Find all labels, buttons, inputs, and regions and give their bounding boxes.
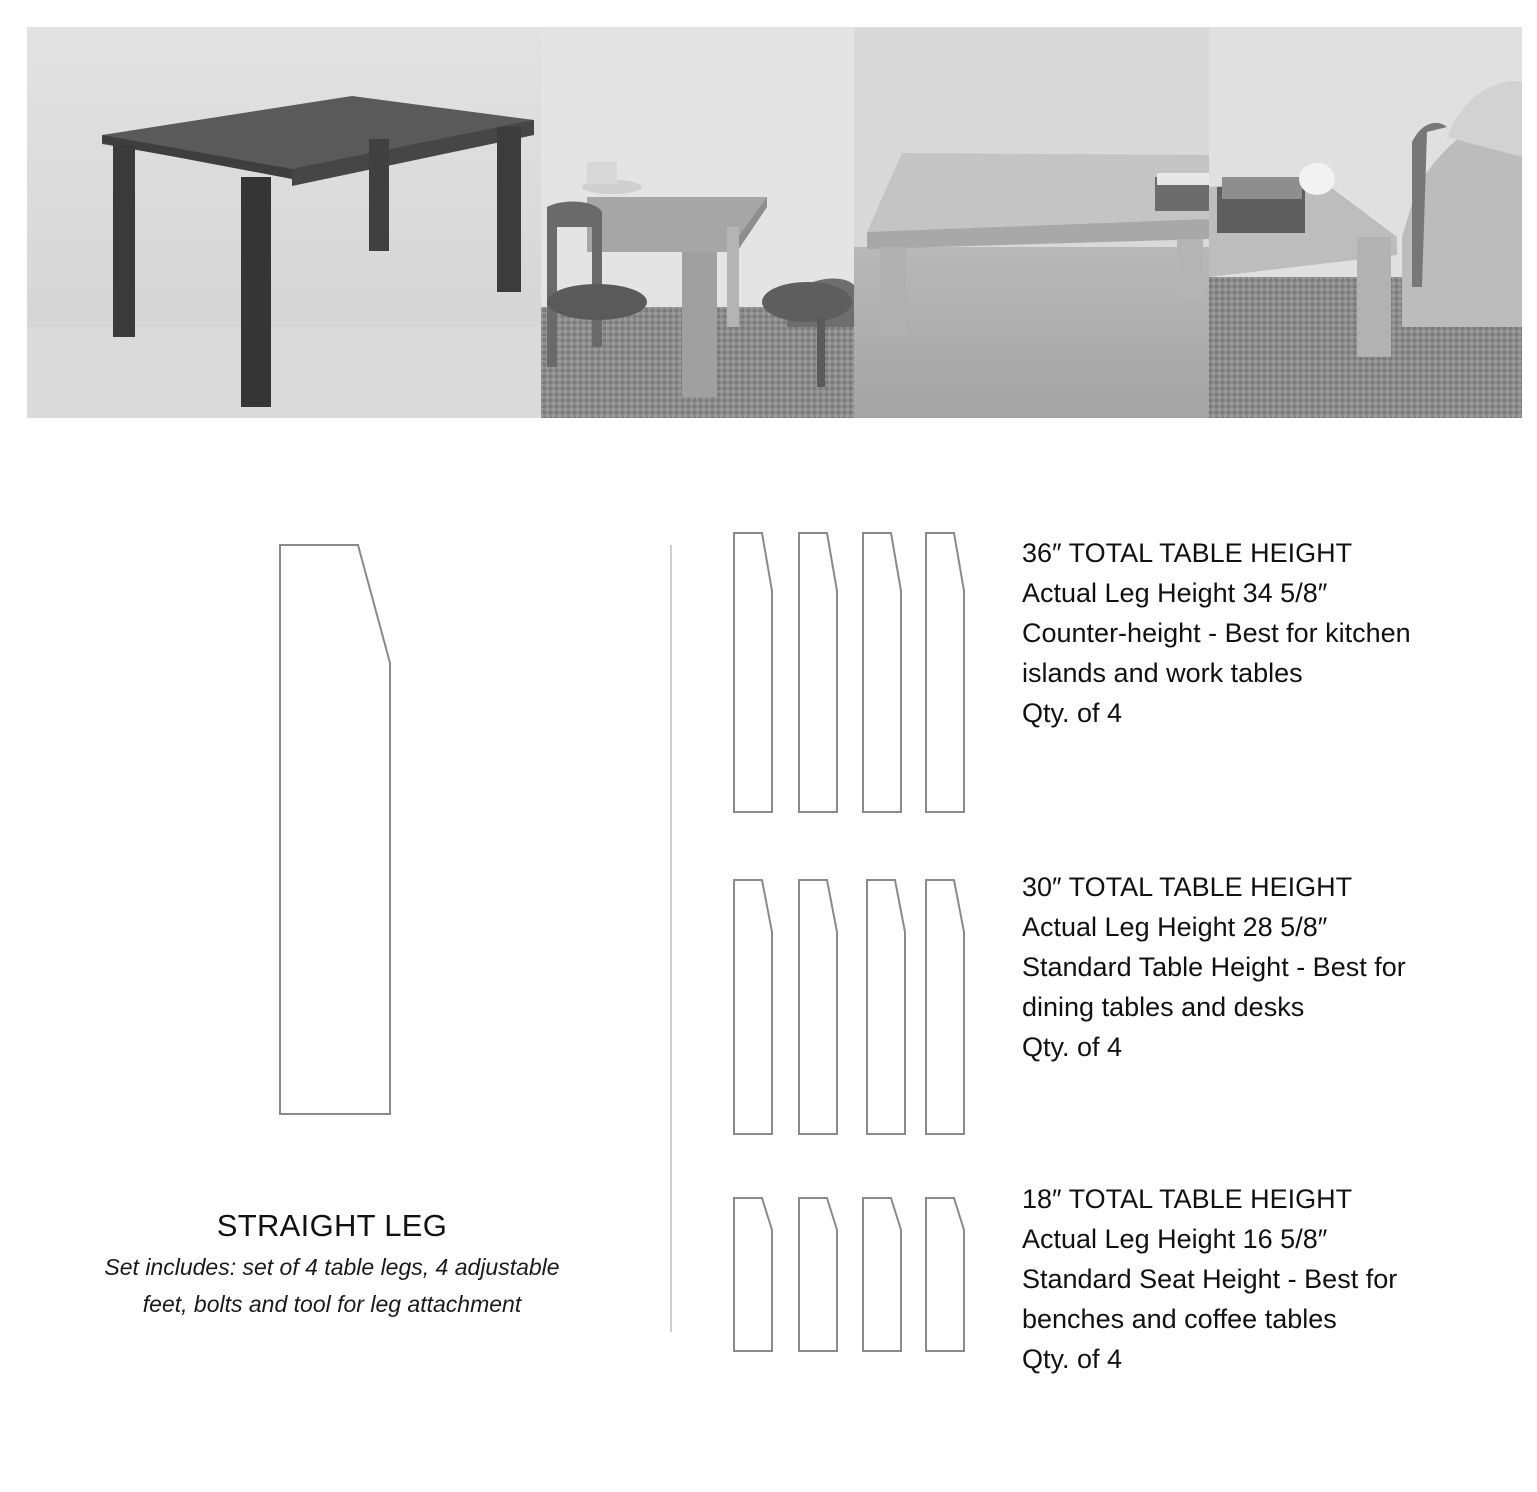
spec-18: [1022, 1179, 1492, 1379]
spec-qty: Qty. of 4: [1022, 698, 1123, 728]
leg-outline: [926, 880, 964, 1134]
spec-total-height: 18″ TOTAL TABLE HEIGHT: [1022, 1184, 1353, 1214]
spec-use-line2: benches and coffee tables: [1022, 1304, 1337, 1334]
leg-outline: [926, 1198, 964, 1351]
photo-desk-chairs: [541, 27, 854, 418]
spec-qty: Qty. of 4: [1022, 1344, 1123, 1374]
leg-outline: [867, 880, 905, 1134]
spec-use-line1: Standard Seat Height - Best for: [1022, 1264, 1398, 1294]
leg-outline: [799, 880, 837, 1134]
photo-dining-table: [27, 27, 541, 418]
spec-use-line1: Counter-height - Best for kitchen: [1022, 618, 1411, 648]
legs-row-30: [724, 872, 974, 1142]
straight-leg-drawing: [270, 535, 400, 1125]
vertical-divider: [670, 545, 672, 1332]
leg-outline: [734, 1198, 772, 1351]
spec-leg-height: Actual Leg Height 34 5/8″: [1022, 578, 1328, 608]
photo-strip: [27, 27, 1522, 418]
straight-leg-title: STRAIGHT LEG: [216, 1208, 448, 1243]
leg-outline: [734, 880, 772, 1134]
spec-use-line2: islands and work tables: [1022, 658, 1303, 688]
leg-outline: [734, 533, 772, 812]
straight-leg-description: Set includes: set of 4 table legs, 4 adjustable feet, bolts and tool for leg attachment: [104, 1254, 560, 1317]
leg-outline: [863, 533, 901, 812]
photo-coffee-table: [854, 27, 1209, 418]
spec-use-line2: dining tables and desks: [1022, 992, 1305, 1022]
leg-outline: [799, 1198, 837, 1351]
legs-row-36: [724, 525, 974, 820]
leg-outline: [799, 533, 837, 812]
legs-row-18: [724, 1190, 974, 1360]
leg-outline: [863, 1198, 901, 1351]
spec-36: [1022, 533, 1492, 733]
spec-use-line1: Standard Table Height - Best for: [1022, 952, 1406, 982]
spec-30: [1022, 867, 1492, 1067]
spec-qty: Qty. of 4: [1022, 1032, 1123, 1062]
straight-leg-caption: [92, 1205, 572, 1323]
photo-coffee-table-corner: [1209, 27, 1522, 418]
spec-leg-height: Actual Leg Height 28 5/8″: [1022, 912, 1328, 942]
spec-total-height: 36″ TOTAL TABLE HEIGHT: [1022, 538, 1353, 568]
leg-outline: [926, 533, 964, 812]
spec-leg-height: Actual Leg Height 16 5/8″: [1022, 1224, 1328, 1254]
spec-total-height: 30″ TOTAL TABLE HEIGHT: [1022, 872, 1353, 902]
